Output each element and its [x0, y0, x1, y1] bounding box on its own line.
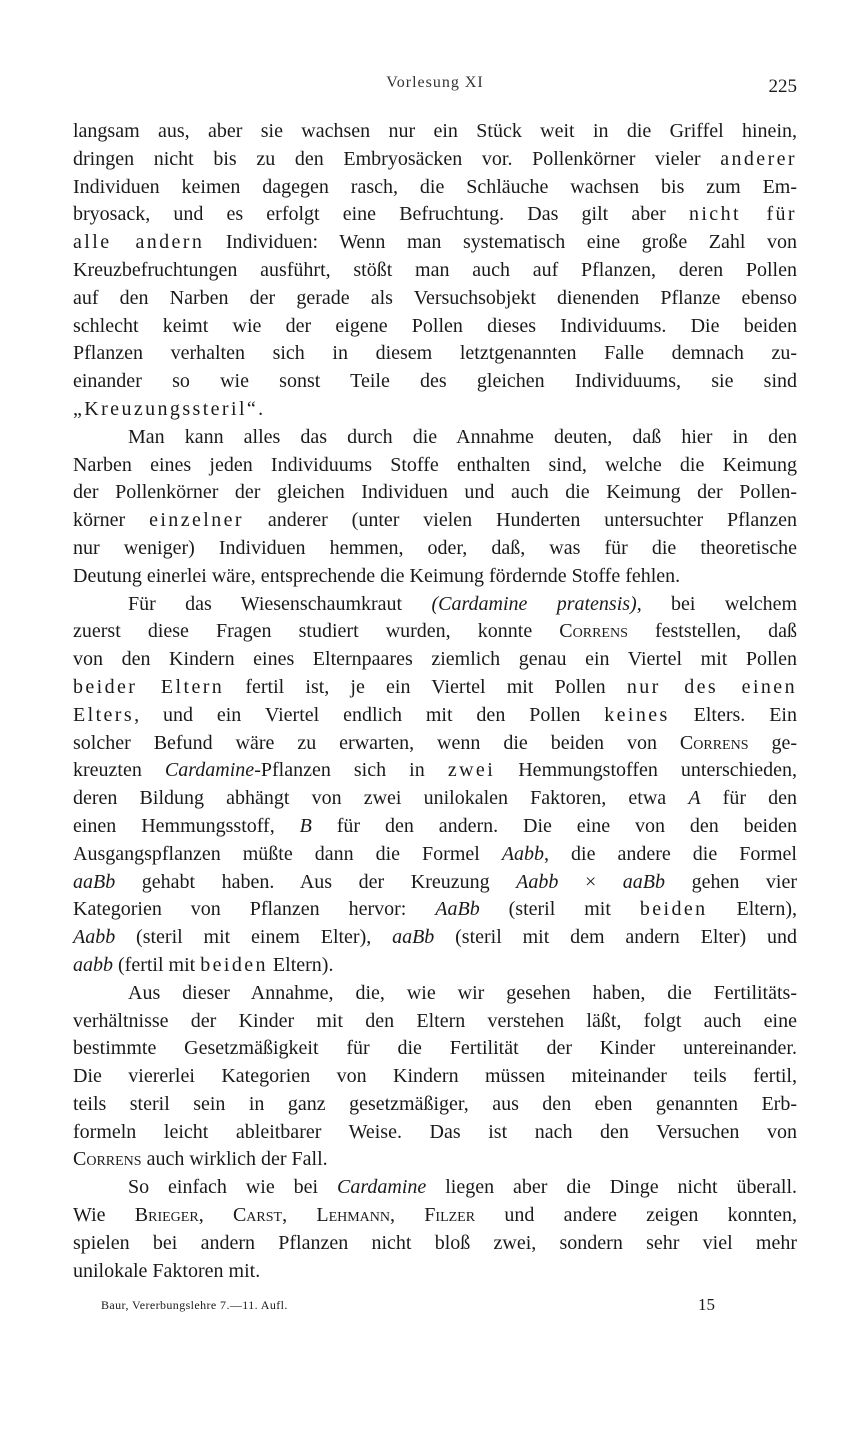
- text-line: dringen nicht bis zu den Embryosäcken vor. Pollenkörner vieler anderer: [73, 147, 797, 170]
- paragraph: [73, 980, 797, 1175]
- formula: Aabb: [73, 926, 116, 949]
- latin-name: Cardamine: [337, 1176, 427, 1199]
- text-line: von den Kindern eines Elternpaares ziemlich genau ein Viertel mit Pollen: [73, 648, 797, 671]
- sheet-signature: 15: [698, 1295, 715, 1314]
- text-line: kreuzten Cardamine-Pflanzen sich in zwei Hemmungstoffen unterschieden,: [73, 759, 797, 782]
- footer-book-reference: Baur, Vererbungslehre 7.—11. Aufl.: [101, 1298, 288, 1312]
- text-line: Pflanzen verhalten sich in diesem letztgenannten Falle demnach zu-: [73, 342, 797, 365]
- formula: B: [299, 814, 312, 837]
- text-line: [73, 396, 797, 424]
- running-title: Vorlesung XI: [386, 74, 484, 91]
- formula: Aabb: [516, 870, 559, 893]
- text-line: einen Hemmungsstoff, B für den andern. Die eine von den beiden: [73, 814, 797, 837]
- page-footer: [73, 1296, 797, 1318]
- paragraph: [73, 591, 797, 980]
- text-line: zuerst diese Fragen studiert wurden, konnte Correns feststellen, daß: [73, 620, 797, 643]
- text-line: alle andern Individuen: Wenn man systematisch eine große Zahl von: [73, 231, 797, 254]
- text-line: Die viererlei Kategorien von Kindern müssen miteinander teils fertil,: [73, 1065, 797, 1088]
- emphasis: nicht für: [688, 203, 797, 226]
- text-line: Kreuzbefruchtungen ausführt, stößt man auch auf Pflanzen, deren Pollen: [73, 258, 797, 281]
- emphasis: anderer: [720, 147, 797, 170]
- text-line: bryosack, und es erfolgt eine Befruchtung. Das gilt aber nicht für: [73, 203, 797, 226]
- paragraph: [73, 1174, 797, 1285]
- emphasis: Elters: [73, 703, 135, 726]
- text-line: Ausgangspflanzen müßte dann die Formel Aabb, die andere die Formel: [73, 842, 797, 865]
- text-line: beider Eltern fertil ist, je ein Viertel mit Pollen nur des einen: [73, 675, 797, 698]
- text-line: bestimmte Gesetzmäßigkeit für die Fertilität der Kinder untereinander.: [73, 1037, 797, 1060]
- author-name: Carst: [232, 1204, 283, 1227]
- page-header: [73, 74, 797, 100]
- text-line: aabb (fertil mit beiden Eltern).: [73, 953, 334, 976]
- text-line: Narben eines jeden Individuums Stoffe enthalten sind, welche die Keimung: [73, 453, 797, 476]
- paragraph: [73, 424, 797, 591]
- text-line: einander so wie sonst Teile des gleichen Individuums, sie sind: [73, 370, 797, 393]
- formula: aaBb: [392, 926, 435, 949]
- formula: aaBb: [622, 870, 666, 893]
- formula: aaBb: [73, 870, 116, 893]
- text-line: langsam aus, aber sie wachsen nur ein Stück weit in die Griffel hinein,: [73, 120, 797, 142]
- paragraph: [73, 118, 797, 424]
- text-line: Für das Wiesenschaumkraut (Cardamine pratensis), bei welchem: [128, 592, 798, 615]
- text-line: schlecht keimt wie der eigene Pollen dieses Individuums. Die beiden: [73, 314, 797, 337]
- text-line: spielen bei andern Pflanzen nicht bloß zwei, sondern sehr viel mehr: [73, 1231, 797, 1254]
- emphasis: beiden: [200, 953, 268, 976]
- text-line: So einfach wie bei Cardamine liegen aber die Dinge nicht überall.: [128, 1176, 798, 1199]
- text-line: aaBb gehabt haben. Aus der Kreuzung Aabb × aaBb gehen vier: [73, 870, 797, 893]
- text-line: deren Bildung abhängt von zwei unilokalen Faktoren, etwa A für den: [73, 787, 798, 810]
- text-line: Aabb (steril mit einem Elter), aaBb (steril mit dem andern Elter) und: [73, 926, 797, 949]
- emphasis: einzelner: [149, 509, 244, 532]
- emphasis: zwei: [447, 759, 496, 782]
- text-line: Correns auch wirklich der Fall.: [73, 1148, 328, 1171]
- text-line: Elters, und ein Viertel endlich mit den Pollen keines Elters. Ein: [73, 703, 797, 726]
- text-line: solcher Befund wäre zu erwarten, wenn die beiden von Correns ge-: [73, 731, 797, 754]
- formula: AaBb: [435, 898, 480, 921]
- emphasis: alle andern: [73, 231, 205, 254]
- text-line: auf den Narben der gerade als Versuchsobjekt dienenden Pflanze ebenso: [73, 286, 797, 309]
- text-line: nur weniger) Individuen hemmen, oder, daß, was für die theoretische: [73, 536, 797, 559]
- emphasis: beider Eltern: [73, 675, 225, 698]
- author-name: Correns: [559, 620, 628, 643]
- text-line: teils steril sein in ganz gesetzmäßiger, aus den eben genannten Erb-: [73, 1092, 797, 1115]
- formula: Aabb: [501, 842, 545, 865]
- formula: aabb: [73, 953, 113, 976]
- latin-name: Cardamine: [164, 759, 255, 782]
- emphasis: beiden: [639, 898, 708, 921]
- author-name: Lehmann: [316, 1204, 391, 1227]
- emphasis: keines: [604, 703, 670, 726]
- author-name: Filzer: [424, 1204, 476, 1227]
- text-line: Wie Brieger, Carst, Lehmann, Filzer und andere zeigen konnten,: [73, 1204, 798, 1227]
- text-line: körner einzelner anderer (unter vielen Hunderten untersuchter Pflanzen: [73, 509, 797, 532]
- emphasis: „Kreuzungssteril“.: [73, 397, 266, 420]
- author-name: Brieger: [134, 1204, 199, 1227]
- emphasis: nur des einen: [626, 675, 797, 698]
- author-name: Correns: [679, 731, 749, 754]
- author-name: Correns: [73, 1148, 142, 1171]
- text-line: der Pollenkörner der gleichen Individuen und auch die Keimung der Pollen-: [73, 481, 797, 504]
- text-line: Man kann alles das durch die Annahme deuten, daß hier in den: [128, 425, 797, 448]
- text-line: verhältnisse der Kinder mit den Eltern verstehen läßt, folgt auch eine: [73, 1009, 797, 1032]
- page-number: 225: [768, 76, 797, 97]
- formula: A: [688, 787, 701, 810]
- text-line: Individuen keimen dagegen rasch, die Schläuche wachsen bis zum Em-: [73, 175, 797, 198]
- text-line: Aus dieser Annahme, die, wie wir gesehen haben, die Fertilitäts-: [128, 981, 797, 1004]
- body-text: [73, 118, 797, 1285]
- text-line: unilokale Faktoren mit.: [73, 1259, 261, 1282]
- text-line: formeln leicht ableitbarer Weise. Das ist nach den Versuchen von: [73, 1120, 797, 1143]
- latin-name: (Cardamine pratensis),: [431, 592, 642, 615]
- text-line: Kategorien von Pflanzen hervor: AaBb (steril mit beiden Eltern),: [73, 898, 797, 921]
- text-line: Deutung einerlei wäre, entsprechende die Keimung fördernde Stoffe fehlen.: [73, 564, 681, 587]
